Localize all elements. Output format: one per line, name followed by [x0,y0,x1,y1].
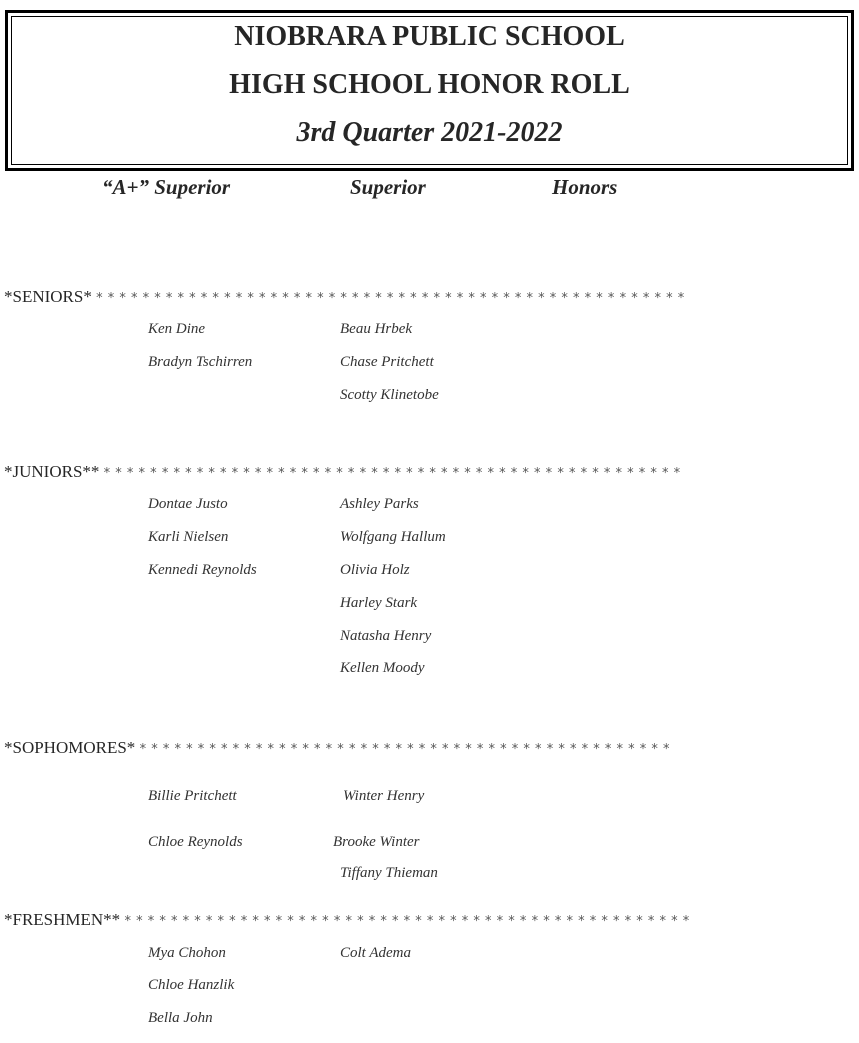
section-label: *FRESHMEN** [4,910,121,929]
star-divider: * * * * * * * * * * * * * * * * * * * * * * * * * * * * * * * * * * * * * * * * * * * * * * [139,742,671,757]
section-label: *SENIORS* [4,287,92,306]
list-item: Harley Stark [340,595,418,611]
list-item: Colt Adema [340,945,411,961]
column-header-honors: Honors [552,175,618,199]
section-label: *SOPHOMORES* [4,738,136,757]
list-item: Bradyn Tschirren [148,354,253,370]
list-item: Olivia Holz [340,562,410,578]
list-item: Bella John [148,1010,213,1026]
column-header-a-plus-superior: “A+” Superior [102,175,231,199]
section-label: *JUNIORS** [4,462,100,481]
honor-roll-title: HIGH SCHOOL HONOR ROLL [229,69,630,100]
section-header-sophomores [4,738,670,760]
list-item: Natasha Henry [340,628,432,644]
star-divider: * * * * * * * * * * * * * * * * * * * * * * * * * * * * * * * * * * * * * * * * * * * * * * * * * * [103,466,681,481]
list-item: Billie Pritchett [148,788,237,804]
list-item: Brooke Winter [333,834,420,850]
list-item: Ashley Parks [340,496,419,512]
list-item: Dontae Justo [148,496,228,512]
list-item: Chloe Hanzlik [148,977,235,993]
term-title: 3rd Quarter 2021-2022 [296,117,563,148]
section-header-juniors [4,462,681,484]
column-header-superior: Superior [350,175,426,199]
list-item: Tiffany Thieman [340,865,438,881]
section-header-freshmen [4,910,690,932]
list-item: Mya Chohon [148,945,226,961]
list-item: Kellen Moody [340,660,425,676]
list-item: Winter Henry [343,788,425,804]
school-name: NIOBRARA PUBLIC SCHOOL [234,21,625,52]
list-item: Chloe Reynolds [148,834,243,850]
list-item: Kennedi Reynolds [148,562,257,578]
list-item: Karli Nielsen [148,529,229,545]
star-divider: * * * * * * * * * * * * * * * * * * * * * * * * * * * * * * * * * * * * * * * * * * * * * * * * * [124,914,690,929]
list-item: Scotty Klinetobe [340,387,439,403]
star-divider: * * * * * * * * * * * * * * * * * * * * * * * * * * * * * * * * * * * * * * * * * * * * * * * * * * * [96,291,685,306]
list-item: Beau Hrbek [340,321,413,337]
section-header-seniors [4,287,685,309]
list-item: Chase Pritchett [340,354,434,370]
list-item: Wolfgang Hallum [340,529,446,545]
list-item: Ken Dine [148,321,206,337]
